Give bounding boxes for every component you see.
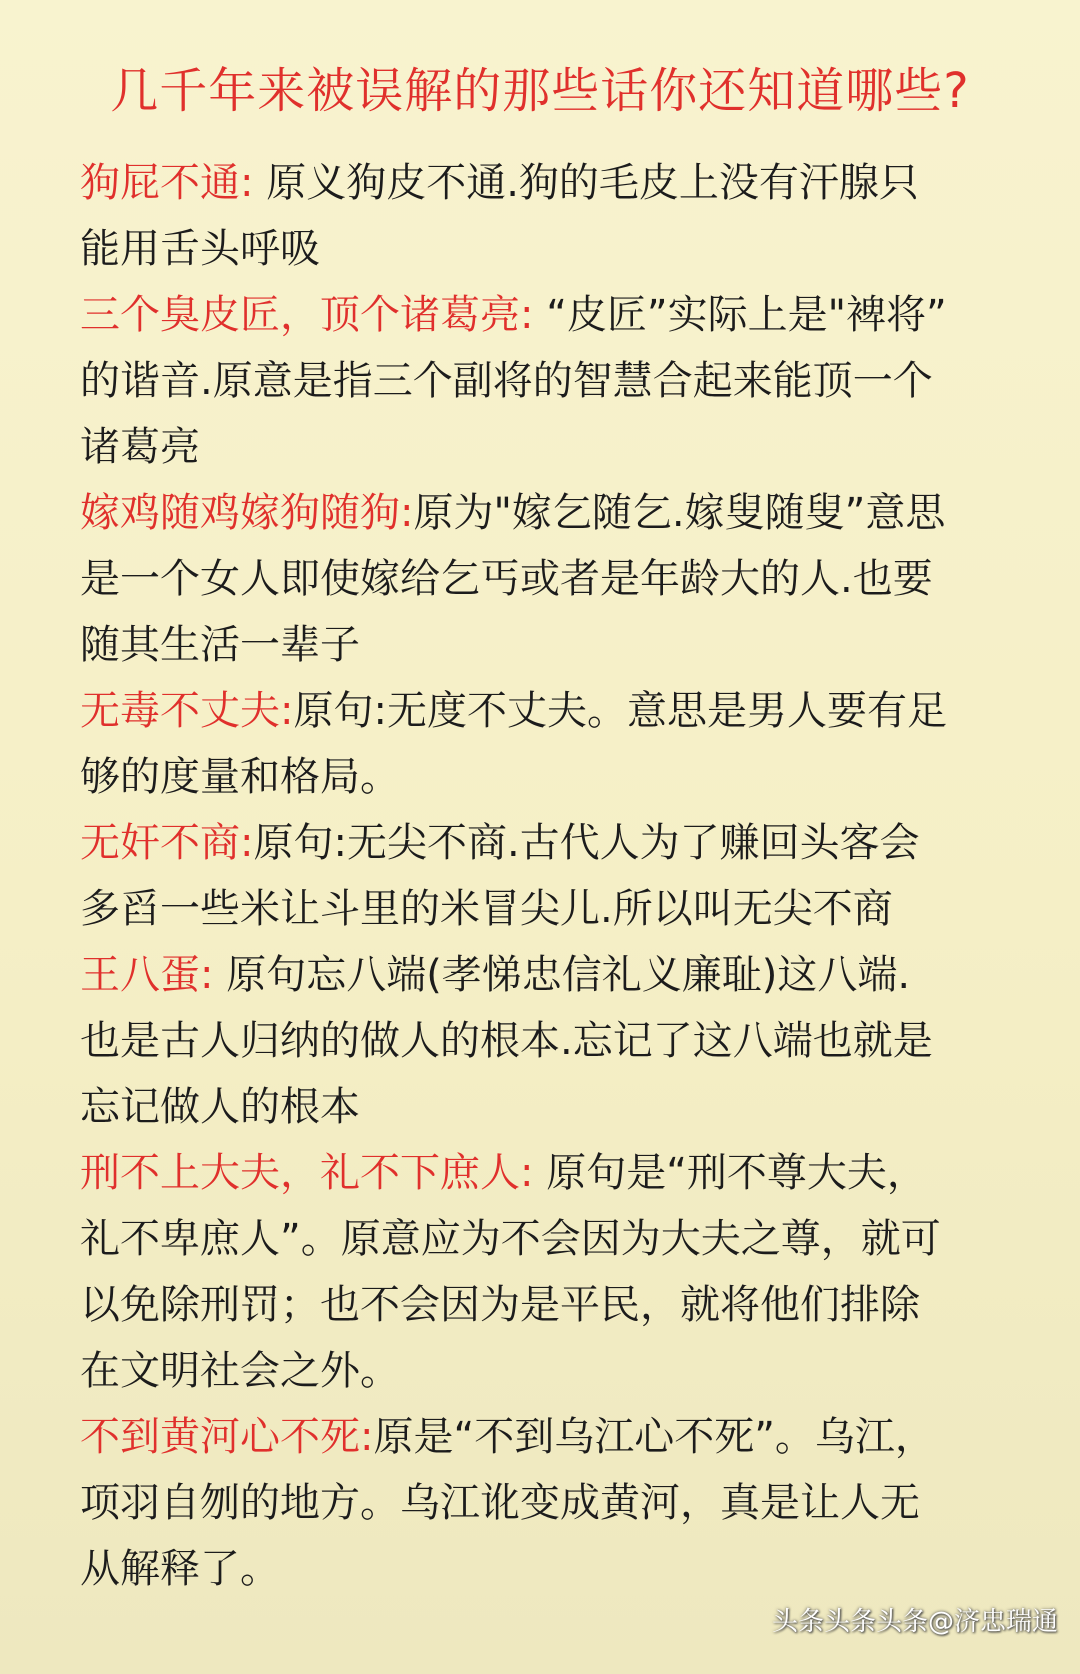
entry-text: 原句:无尖不商.古代人为了赚回头客会 xyxy=(253,820,920,866)
entry-term: 不到黄河心不死 xyxy=(80,1414,360,1460)
entry-xing-bu-shang-da-fu xyxy=(80,1140,1000,1404)
entry-line: 是一个女人即使嫁给乞丐或者是年龄大的人.也要 xyxy=(80,556,933,602)
entry-separator: : xyxy=(520,292,547,338)
entry-text: 原句是“刑不尊大夫， xyxy=(546,1150,927,1196)
entry-text: “皮匠”实际上是"裨将” xyxy=(546,292,947,338)
entry-san-ge-chou-pi-jiang xyxy=(80,282,1000,480)
entry-term: 无奸不商 xyxy=(80,820,240,866)
entry-line: 多舀一些米让斗里的米冒尖儿.所以叫无尖不商 xyxy=(80,886,893,932)
page-title: 几千年来被误解的那些话你还知道哪些? xyxy=(110,63,970,119)
entry-text: 原句:无度不丈夫。意思是男人要有足 xyxy=(293,688,947,734)
entry-line: 忘记做人的根本 xyxy=(80,1084,360,1130)
entry-term: 刑不上大夫，礼不下庶人 xyxy=(80,1150,520,1196)
entry-term: 嫁鸡随鸡嫁狗随狗 xyxy=(80,490,400,536)
entry-line: 在文明社会之外。 xyxy=(80,1348,400,1394)
entry-line: 随其生活一辈子 xyxy=(80,622,360,668)
entry-term: 王八蛋 xyxy=(80,952,200,998)
entry-line: 从解释了。 xyxy=(80,1546,280,1592)
entry-separator: : xyxy=(280,688,294,734)
entry-wang-ba-dan xyxy=(80,942,1000,1140)
entry-list xyxy=(80,150,1000,1602)
entry-text: 原句忘八端(孝悌忠信礼义廉耻)这八端. xyxy=(226,952,911,998)
entry-separator: : xyxy=(200,952,227,998)
entry-line: 项羽自刎的地方。乌江讹变成黄河，真是让人无 xyxy=(80,1480,920,1526)
entry-line xyxy=(80,480,1000,546)
entry-wu-jian-bu-shang xyxy=(80,810,1000,942)
entry-line xyxy=(80,942,1000,1008)
entry-line: 够的度量和格局。 xyxy=(80,754,400,800)
entry-separator: : xyxy=(240,820,254,866)
entry-line xyxy=(80,150,1000,216)
entry-line xyxy=(80,1140,1000,1206)
entry-term: 三个臭皮匠，顶个诸葛亮 xyxy=(80,292,520,338)
entry-line xyxy=(80,678,1000,744)
entry-text: 原是“不到乌江心不死”。乌江， xyxy=(373,1414,935,1460)
entry-jia-ji-sui-ji xyxy=(80,480,1000,678)
entry-line xyxy=(80,1404,1000,1470)
entry-bu-dao-huang-he xyxy=(80,1404,1000,1602)
entry-separator: : xyxy=(520,1150,547,1196)
entry-text: 原为"嫁乞随乞.嫁叟随叟”意思 xyxy=(413,490,946,536)
watermark: 头条头条头条@济忠瑞通 xyxy=(771,1607,1058,1637)
entry-line: 的谐音.原意是指三个副将的智慧合起来能顶一个 xyxy=(80,358,933,404)
entry-line: 能用舌头呼吸 xyxy=(80,226,320,272)
entry-line: 礼不卑庶人”。原意应为不会因为大夫之尊，就可 xyxy=(80,1216,941,1262)
entry-line: 以免除刑罚；也不会因为是平民，就将他们排除 xyxy=(80,1282,920,1328)
entry-line: 也是古人归纳的做人的根本.忘记了这八端也就是 xyxy=(80,1018,933,1064)
entry-line: 诸葛亮 xyxy=(80,424,200,470)
entry-term: 狗屁不通 xyxy=(80,160,240,206)
entry-line xyxy=(80,282,1000,348)
entry-text: 原义狗皮不通.狗的毛皮上没有汗腺只 xyxy=(266,160,919,206)
entry-term: 无毒不丈夫 xyxy=(80,688,280,734)
entry-wu-du-bu-zhang-fu xyxy=(80,678,1000,810)
entry-line xyxy=(80,810,1000,876)
entry-separator: : xyxy=(240,160,267,206)
entry-separator: : xyxy=(400,490,414,536)
entry-gou-pi-bu-tong xyxy=(80,150,1000,282)
entry-separator: : xyxy=(360,1414,374,1460)
